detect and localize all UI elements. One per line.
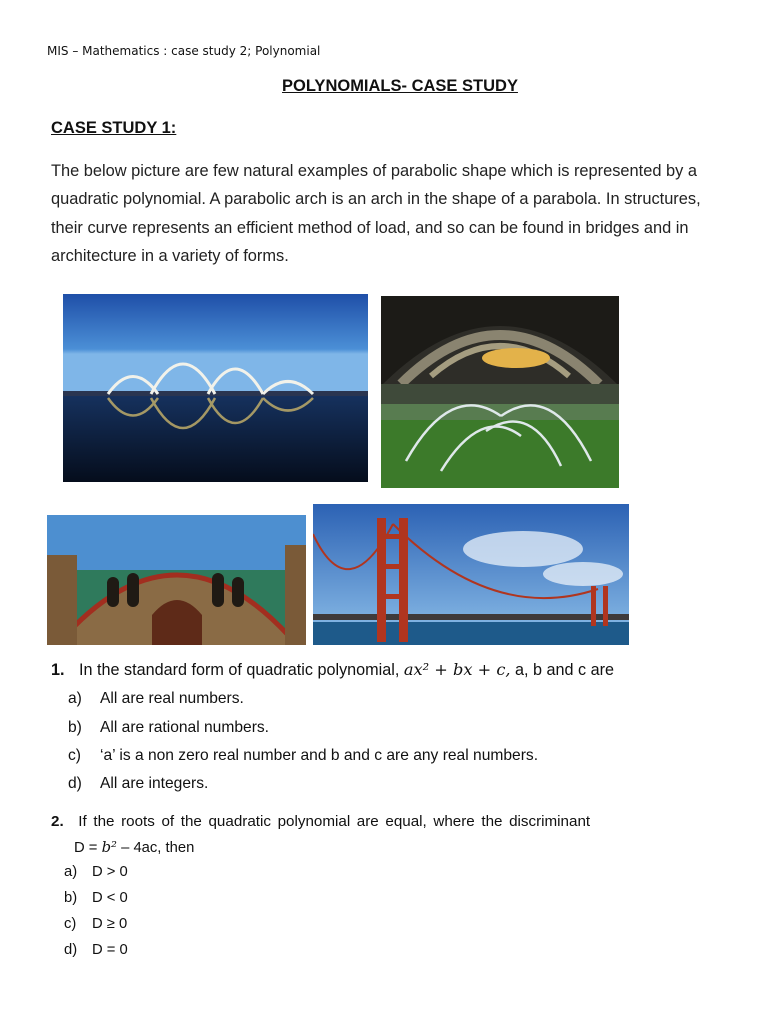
question-number: 1. [51, 661, 65, 679]
fountain-arch-image [381, 296, 619, 488]
question-text: In the standard form of quadratic polynomial, [79, 661, 400, 679]
q2-option-a: a) D > 0 [64, 864, 128, 880]
question-text: If the roots of the quadratic polynomial are equal, where the discriminant [78, 813, 591, 830]
q1-option-d: d) All are integers. [68, 775, 209, 792]
page-header: MIS – Mathematics : case study 2; Polynomial [47, 44, 321, 58]
stone-arch-illustration [47, 515, 306, 645]
q2-option-d: d) D = 0 [64, 942, 128, 958]
case-study-heading: CASE STUDY 1: [51, 119, 177, 137]
fountain-arch-illustration [381, 296, 619, 488]
question-2-line-2: D = b² – 4ac, then [74, 839, 195, 856]
golden-gate-illustration [313, 504, 629, 645]
bridge-arches-image [63, 294, 368, 482]
bridge-arches-illustration [63, 294, 368, 482]
quadratic-expression: ax² + bx + c, [403, 660, 511, 679]
question-1 [51, 660, 614, 680]
page-title: POLYNOMIALS- CASE STUDY [282, 77, 518, 95]
q2-option-c: c) D ≥ 0 [64, 916, 128, 932]
q1-option-b: b) All are rational numbers. [68, 719, 270, 736]
golden-gate-image [313, 504, 629, 645]
q2-option-b: b) D < 0 [64, 890, 128, 906]
question-2 [51, 813, 590, 830]
question-number: 2. [51, 813, 64, 830]
q1-option-a: a) All are real numbers. [68, 690, 244, 707]
stone-arch-image [47, 515, 306, 645]
intro-paragraph: The below picture are few natural examples of parabolic shape which is represented by a quadratic polynomial. A parabolic arch is an arch in the shape of a parabola. In structures, their curve represents an efficient method of load, and so can be found in bridges and in architecture in a variety of forms. [51, 162, 701, 265]
question-text-tail: a, b and c are [515, 661, 615, 679]
discriminant-term: b² [101, 839, 117, 856]
q1-option-c: c) ‘a’ is a non zero real number and b and c are any real numbers. [68, 747, 539, 764]
